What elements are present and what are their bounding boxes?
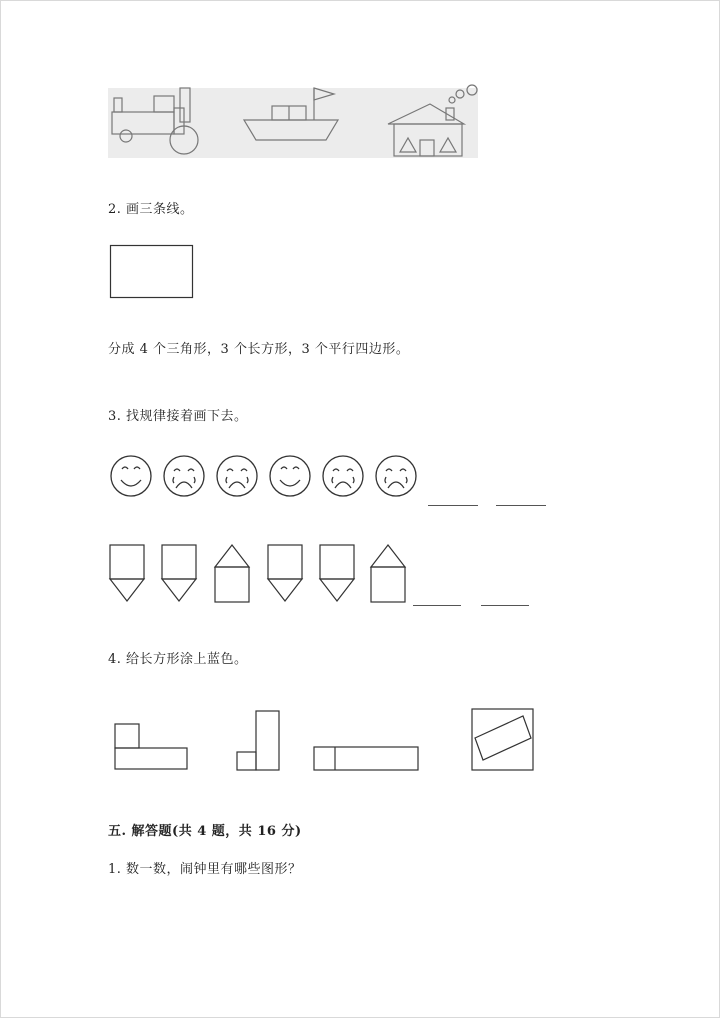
- house-up-shape: [371, 545, 405, 602]
- q2-title: 2. 画三条线。: [108, 202, 194, 217]
- pentagon-down-shape: [162, 545, 196, 601]
- shapes-answer-blank-1[interactable]: [413, 605, 461, 606]
- faces-row: [110, 455, 410, 499]
- shapes-picture: [108, 84, 480, 160]
- section5-heading: 五. 解答题(共 4 题，共 16 分): [108, 824, 302, 839]
- q3-title: 3. 找规律接着画下去。: [108, 409, 248, 424]
- smile-face-icon: [111, 456, 151, 496]
- faces-answer-blank-1[interactable]: [428, 505, 478, 506]
- sad-face-icon: [323, 456, 363, 496]
- q4-figure-1[interactable]: [114, 723, 190, 771]
- q4-title: 4. 给长方形涂上蓝色。: [108, 652, 248, 667]
- house-up-shape: [215, 545, 249, 602]
- sad-face-icon: [376, 456, 416, 496]
- q2-instruction: 分成 4 个三角形，3 个长方形，3 个平行四边形。: [108, 342, 410, 357]
- faces-answer-blank-2[interactable]: [496, 505, 546, 506]
- pentagon-down-shape: [110, 545, 144, 601]
- shapes-answer-blank-2[interactable]: [481, 605, 529, 606]
- smile-face-icon: [270, 456, 310, 496]
- q4-figure-2[interactable]: [236, 710, 282, 772]
- pentagon-down-shape: [268, 545, 302, 601]
- q4-figure-4[interactable]: [471, 708, 535, 772]
- q4-figure-3[interactable]: [313, 746, 421, 772]
- shapes-row: [110, 543, 410, 605]
- q2-rectangle[interactable]: [110, 245, 194, 299]
- sad-face-icon: [164, 456, 204, 496]
- sad-face-icon: [217, 456, 257, 496]
- pentagon-down-shape: [320, 545, 354, 601]
- section5-q1: 1. 数一数，闹钟里有哪些图形？: [108, 862, 302, 877]
